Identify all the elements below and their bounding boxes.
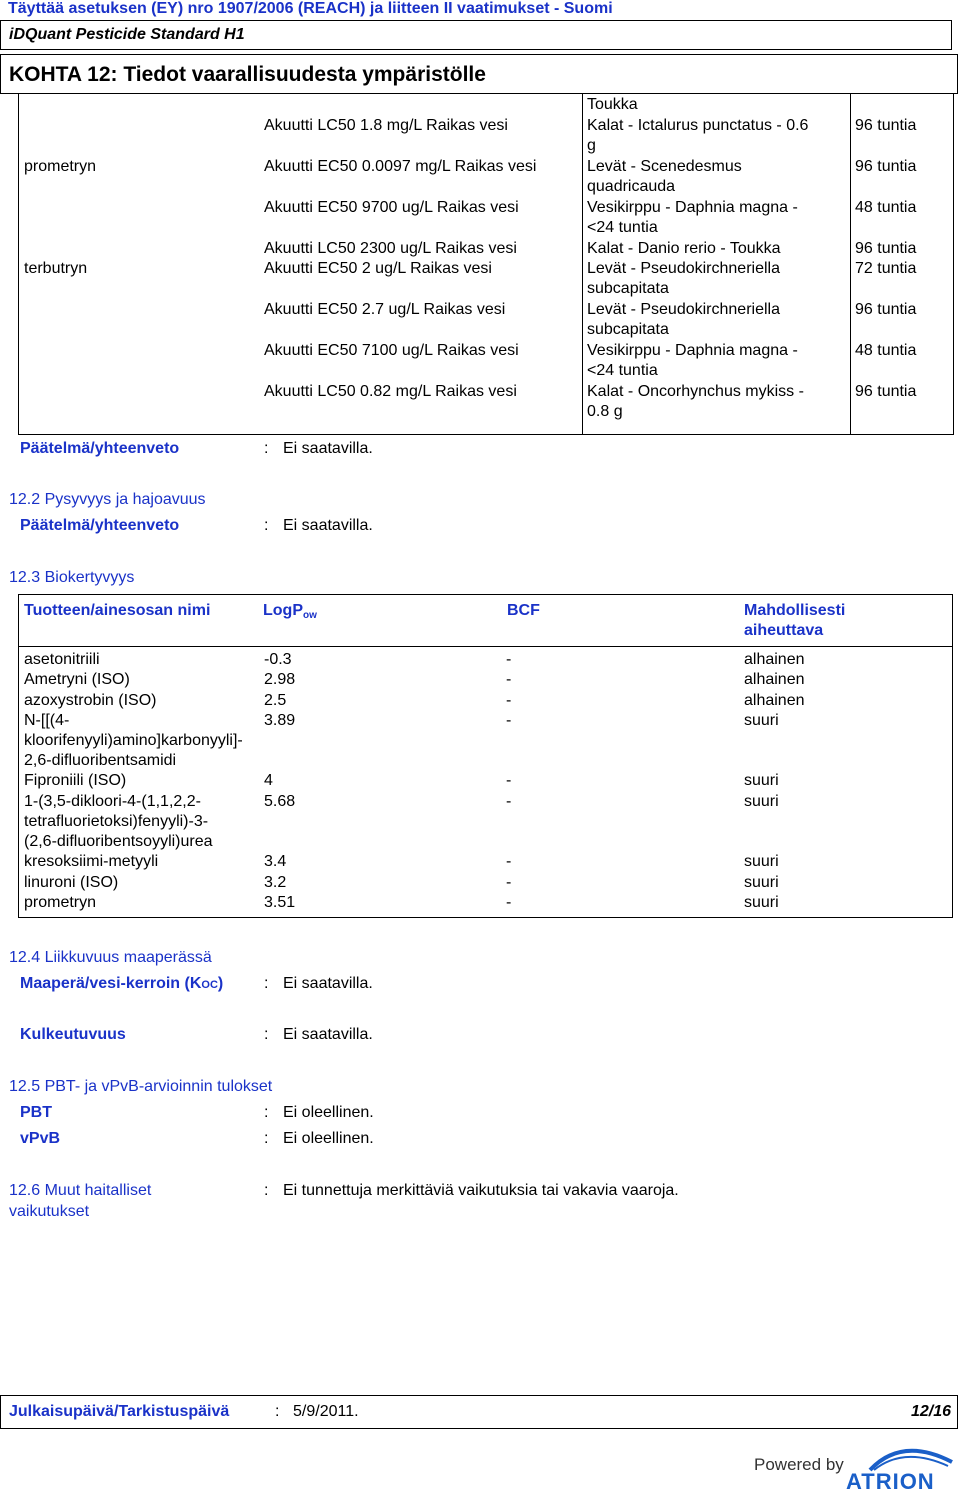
- bio-substance-name: Fiproniili (ISO): [24, 772, 127, 790]
- pbt-label: PBT: [20, 1104, 52, 1121]
- persistence-conclusion-label: Päätelmä/yhteenveto: [20, 517, 180, 534]
- bio-potential: suuri: [744, 792, 779, 810]
- bio-bcf: -: [506, 893, 512, 911]
- table-divider: [850, 93, 851, 434]
- bio-logpow: 3.4: [264, 853, 287, 871]
- bio-substance-name: N-[[(4-: [24, 711, 70, 729]
- section-12-3-title: 12.3 Biokertyvyys: [9, 569, 135, 586]
- footer-date: 5/9/2011.: [293, 1403, 359, 1420]
- tox-species-cont: 0.8 g: [587, 403, 623, 420]
- bio-potential: alhainen: [744, 691, 805, 709]
- section-12-6-title-line2: vaikutukset: [9, 1203, 90, 1220]
- tox-substance: prometryn: [24, 158, 97, 175]
- tox-exposure: 96 tuntia: [855, 117, 917, 134]
- logo-arc-icon: [870, 1451, 952, 1470]
- page-number: 12/16: [910, 1403, 951, 1420]
- tox-exposure: 48 tuntia: [855, 342, 917, 359]
- koc-close: ): [217, 975, 224, 992]
- bio-logpow: 2.98: [264, 671, 296, 689]
- tox-species: Levät - Pseudokirchneriella: [587, 260, 780, 277]
- bio-substance-name: kresoksiimi-metyyli: [24, 853, 159, 871]
- tox-result: Akuutti EC50 7100 ug/L Raikas vesi: [264, 342, 519, 359]
- footer-date-label: Julkaisupäivä/Tarkistuspäivä: [9, 1403, 230, 1420]
- bio-bcf: -: [506, 671, 512, 689]
- tox-species: Vesikirppu - Daphnia magna -: [587, 199, 798, 216]
- tox-species: Levät - Scenedesmus: [587, 158, 742, 175]
- pbt-value: Ei oleellinen.: [283, 1104, 374, 1121]
- bio-substance-name: 2,6-difluoribentsamidi: [24, 751, 177, 769]
- section-12-5-title: 12.5 PBT- ja vPvB-arvioinnin tulokset: [9, 1078, 273, 1095]
- other-effects-value: Ei tunnettuja merkittäviä vaikutuksia tai vakavia vaaroja.: [283, 1182, 679, 1199]
- bio-logpow: 4: [264, 772, 273, 790]
- tox-exposure: 48 tuntia: [855, 199, 917, 216]
- koc-label-text: Maaperä/vesi-kerroin (K: [20, 975, 202, 992]
- tox-result: Akuutti LC50 0.82 mg/L Raikas vesi: [264, 383, 517, 400]
- bio-logpow: 2.5: [264, 691, 287, 709]
- tox-exposure: 96 tuntia: [855, 240, 917, 257]
- bio-bcf: -: [506, 651, 512, 668]
- product-name-bar: [0, 20, 952, 50]
- logo-brand-text: ATRION: [846, 1469, 935, 1492]
- bio-potential: alhainen: [744, 671, 805, 689]
- tox-exposure: 96 tuntia: [855, 383, 917, 400]
- section-12-6-title-line1: 12.6 Muut haitalliset: [9, 1182, 152, 1199]
- bio-potential: suuri: [744, 853, 779, 871]
- tox-result: Akuutti EC50 2 ug/L Raikas vesi: [264, 260, 492, 277]
- conclusion-value: Ei saatavilla.: [283, 440, 373, 457]
- bio-substance-name: linuroni (ISO): [24, 873, 119, 891]
- bio-substance-name: tetrafluorietoksi)fenyyli)-3-: [24, 812, 209, 830]
- koc-label: [20, 975, 223, 993]
- tox-exposure: 96 tuntia: [855, 301, 917, 318]
- bio-logpow: 5.68: [264, 792, 296, 810]
- conclusion-colon: :: [264, 440, 269, 457]
- tox-species: Levät - Pseudokirchneriella: [587, 301, 780, 318]
- bio-substance-name: azoxystrobin (ISO): [24, 691, 157, 709]
- bio-substance-name: Ametryni (ISO): [24, 671, 130, 689]
- bio-bcf: -: [506, 691, 512, 709]
- vpvb-colon: :: [264, 1130, 269, 1147]
- koc-subscript: OC: [201, 979, 218, 991]
- tox-species: Toukka: [587, 96, 638, 113]
- tox-species-cont: <24 tuntia: [587, 219, 658, 236]
- bio-bcf: -: [506, 711, 512, 729]
- table-divider: [582, 93, 583, 434]
- tox-result: Akuutti LC50 2300 ug/L Raikas vesi: [264, 240, 517, 257]
- tox-result: Akuutti EC50 9700 ug/L Raikas vesi: [264, 199, 519, 216]
- vpvb-label: vPvB: [20, 1130, 61, 1147]
- mobility-colon: :: [264, 1026, 269, 1043]
- mobility-value: Ei saatavilla.: [283, 1026, 373, 1043]
- bio-bcf: -: [506, 772, 512, 790]
- section-12-4-title: 12.4 Liikkuvuus maaperässä: [9, 949, 212, 966]
- persistence-value: Ei saatavilla.: [283, 517, 373, 534]
- header-logpow: [263, 601, 317, 626]
- header-potential-1: Mahdollisesti: [744, 602, 846, 619]
- tox-species: Kalat - Ictalurus punctatus - 0.6: [587, 117, 809, 134]
- pbt-colon: :: [264, 1104, 269, 1121]
- bio-potential: suuri: [744, 873, 779, 891]
- tox-exposure: 72 tuntia: [855, 260, 917, 277]
- header-substance-name: Tuotteen/ainesosan nimi: [24, 602, 211, 619]
- document-header-title: Täyttää asetuksen (EY) nro 1907/2006 (REACH) ja liitteen II vaatimukset - Suomi: [8, 0, 613, 17]
- bio-substance-name: asetonitriili: [24, 651, 100, 668]
- header-logp-subscript: ow: [303, 610, 317, 621]
- atrion-logo-graphic: [752, 1440, 958, 1492]
- bio-substance-name: (2,6-difluoribentsoyyli)urea: [24, 832, 213, 850]
- tox-result: Akuutti EC50 2.7 ug/L Raikas vesi: [264, 301, 506, 318]
- vpvb-value: Ei oleellinen.: [283, 1130, 374, 1147]
- bio-substance-name: kloorifenyyli)amino]karbonyyli]-: [24, 731, 243, 749]
- header-bcf: BCF: [507, 602, 540, 619]
- logo-powered-text: Powered by: [754, 1455, 844, 1474]
- footer-bar: [0, 1395, 958, 1429]
- bio-substance-name: prometryn: [24, 893, 97, 911]
- bio-bcf: -: [506, 853, 512, 871]
- bio-logpow: -0.3: [264, 651, 292, 668]
- section-title: KOHTA 12: Tiedot vaarallisuudesta ympäristölle: [9, 63, 486, 86]
- bio-potential: suuri: [744, 772, 779, 790]
- tox-species: Kalat - Danio rerio - Toukka: [587, 240, 781, 257]
- other-effects-colon: :: [264, 1182, 269, 1199]
- bio-bcf: -: [506, 792, 512, 810]
- tox-species-cont: subcapitata: [587, 280, 669, 297]
- koc-value: Ei saatavilla.: [283, 975, 373, 992]
- product-name: iDQuant Pesticide Standard H1: [9, 26, 245, 43]
- bio-potential: suuri: [744, 893, 779, 911]
- bio-table-body: [18, 647, 953, 918]
- tox-species-cont: g: [587, 137, 596, 154]
- header-potential-2: aiheuttava: [744, 622, 824, 639]
- tox-result: Akuutti EC50 0.0097 mg/L Raikas vesi: [264, 158, 537, 175]
- header-logp-text: LogP: [263, 602, 303, 619]
- bio-potential: alhainen: [744, 651, 805, 668]
- conclusion-label: Päätelmä/yhteenveto: [20, 440, 180, 457]
- bio-potential: suuri: [744, 711, 779, 729]
- tox-substance: terbutryn: [24, 260, 88, 277]
- bio-logpow: 3.51: [264, 893, 296, 911]
- atrion-logo: [752, 1440, 958, 1492]
- footer-colon: :: [275, 1403, 280, 1420]
- persistence-colon: :: [264, 517, 269, 534]
- koc-colon: :: [264, 975, 269, 992]
- section-12-2-title: 12.2 Pysyvyys ja hajoavuus: [9, 491, 206, 508]
- bio-table-header: [18, 594, 953, 647]
- tox-species-cont: subcapitata: [587, 321, 669, 338]
- tox-species: Vesikirppu - Daphnia magna -: [587, 342, 798, 359]
- tox-result: Akuutti LC50 1.8 mg/L Raikas vesi: [264, 117, 508, 134]
- bio-logpow: 3.89: [264, 711, 296, 729]
- tox-species-cont: quadricauda: [587, 178, 676, 195]
- tox-exposure: 96 tuntia: [855, 158, 917, 175]
- bio-logpow: 3.2: [264, 873, 287, 891]
- mobility-label: Kulkeutuvuus: [20, 1026, 126, 1043]
- tox-species-cont: <24 tuntia: [587, 362, 658, 379]
- section-title-bar: [0, 54, 958, 94]
- bio-substance-name: 1-(3,5-dikloori-4-(1,1,2,2-: [24, 792, 201, 810]
- bio-bcf: -: [506, 873, 512, 891]
- tox-species: Kalat - Oncorhynchus mykiss -: [587, 383, 804, 400]
